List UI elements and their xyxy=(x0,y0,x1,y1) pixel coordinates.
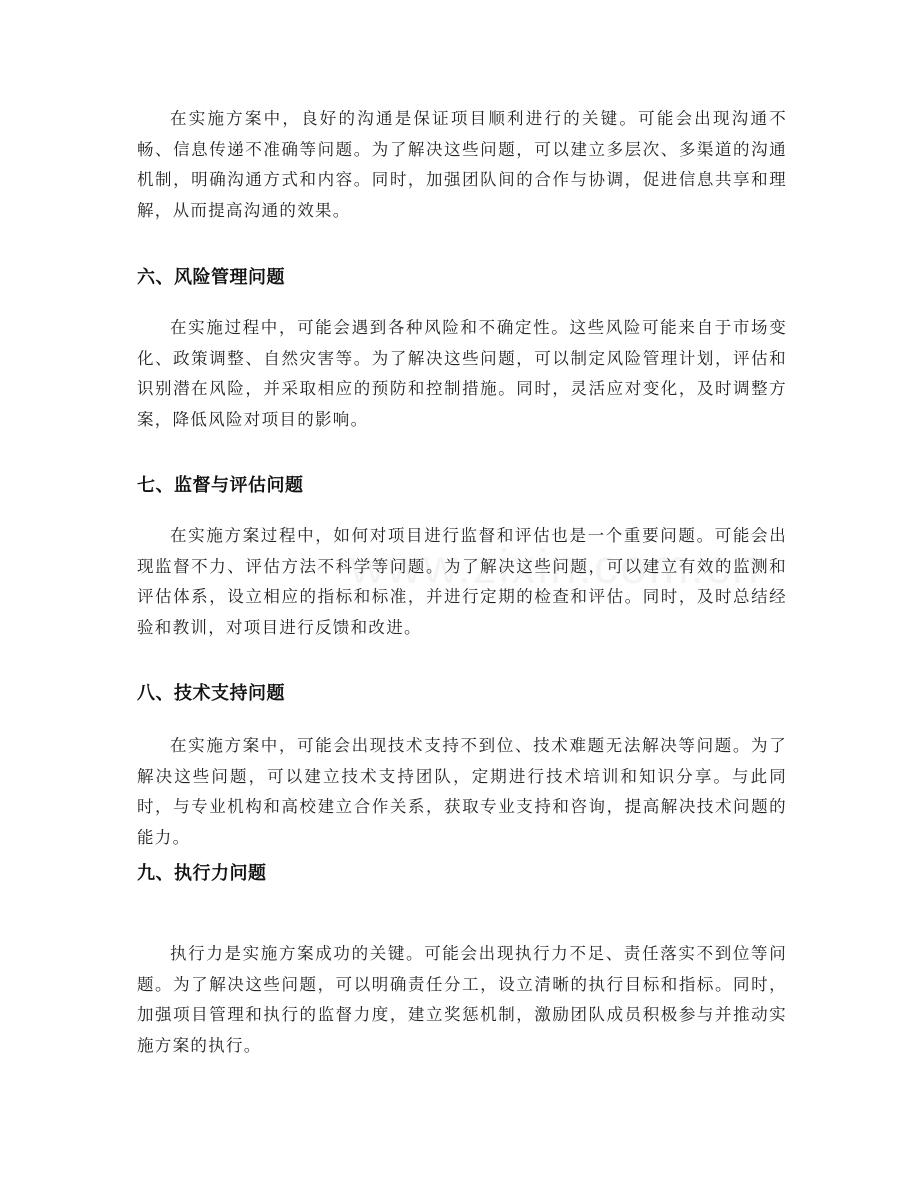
paragraph-supervision: 在实施方案过程中，如何对项目进行监督和评估也是一个重要问题。可能会出现监督不力、评估方法不科学等问题。为了解决这些问题，可以建立有效的监测和评估体系，设立相应的指标和标准，并进行定期的检查和评估。同时，及时总结经验和教训，对项目进行反馈和改进。 xyxy=(137,526,787,637)
section-heading-execution: 九、执行力问题 xyxy=(137,863,267,884)
paragraph-execution: 执行力是实施方案成功的关键。可能会出现执行力不足、责任落实不到位等问题。为了解决这些问题，可以明确责任分工，设立清晰的执行目标和指标。同时，加强项目管理和执行的监督力度，建立奖惩机制，激励团队成员积极参与并推动实施方案的执行。 xyxy=(137,944,787,1055)
section-risk-heading-block xyxy=(137,266,787,290)
section-supervision-body-block xyxy=(137,521,787,643)
section-tech-heading-block xyxy=(137,682,787,706)
section-risk-body-block xyxy=(137,313,787,435)
section-supervision-heading-block xyxy=(137,474,787,498)
paragraph-tech-support: 在实施方案中，可能会出现技术支持不到位、技术难题无法解决等问题。为了解决这些问题，可以建立技术支持团队，定期进行技术培训和知识分享。与此同时，与专业机构和高校建立合作关系，获取专业支持和咨询，提高解决技术问题的能力。 xyxy=(137,736,787,847)
paragraph-communication: 在实施方案中，良好的沟通是保证项目顺利进行的关键。可能会出现沟通不畅、信息传递不准确等问题。为了解决这些问题，可以建立多层次、多渠道的沟通机制，明确沟通方式和内容。同时，加强团队间的合作与协调，促进信息共享和理解，从而提高沟通的效果。 xyxy=(137,109,787,220)
section-heading-supervision: 七、监督与评估问题 xyxy=(137,475,304,496)
section-execution-heading-block xyxy=(137,862,787,886)
section-execution-body-block xyxy=(137,939,787,1061)
section-heading-tech-support: 八、技术支持问题 xyxy=(137,683,285,704)
section-heading-risk: 六、风险管理问题 xyxy=(137,267,285,288)
paragraph-risk: 在实施过程中，可能会遇到各种风险和不确定性。这些风险可能来自于市场变化、政策调整、自然灾害等。为了解决这些问题，可以制定风险管理计划，评估和识别潜在风险，并采取相应的预防和控制措施。同时，灵活应对变化，及时调整方案，降低风险对项目的影响。 xyxy=(137,318,787,429)
section-tech-body-block xyxy=(137,731,787,853)
intro-paragraph-block xyxy=(137,104,787,226)
